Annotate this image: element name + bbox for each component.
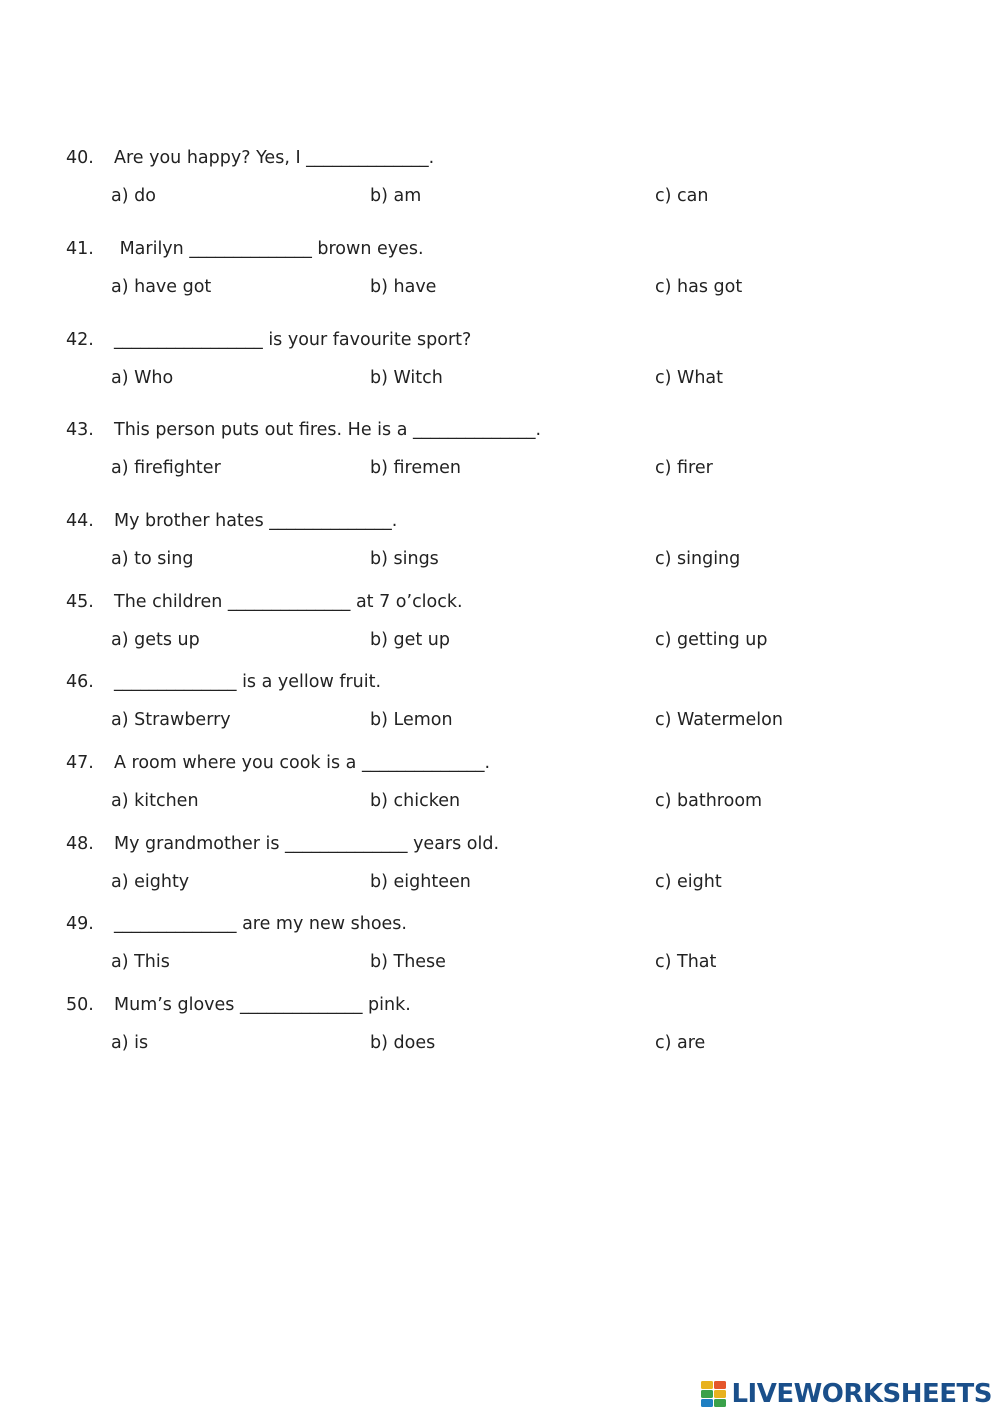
option-c[interactable]: c) That xyxy=(655,952,717,972)
question-text: _________________ is your favourite sport? xyxy=(114,330,472,350)
option-b[interactable]: b) am xyxy=(370,186,422,206)
question-number: 44. xyxy=(66,511,94,531)
option-c[interactable]: c) What xyxy=(655,368,723,388)
question-stem xyxy=(0,147,1000,169)
question-stem xyxy=(0,591,1000,613)
option-b[interactable]: b) These xyxy=(370,952,446,972)
option-c[interactable]: c) are xyxy=(655,1033,706,1053)
option-c[interactable]: c) firer xyxy=(655,458,713,478)
option-c[interactable]: c) bathroom xyxy=(655,791,763,811)
question-stem xyxy=(0,752,1000,774)
question-number: 50. xyxy=(66,995,94,1015)
option-b[interactable]: b) firemen xyxy=(370,458,462,478)
question-number: 41. xyxy=(66,239,94,259)
option-c[interactable]: c) singing xyxy=(655,549,741,569)
question-text: The children ______________ at 7 o’clock. xyxy=(114,592,463,612)
option-c[interactable]: c) has got xyxy=(655,277,743,297)
option-b[interactable]: b) chicken xyxy=(370,791,461,811)
option-c[interactable]: c) Watermelon xyxy=(655,710,783,730)
option-b[interactable]: b) Witch xyxy=(370,368,443,388)
question-number: 42. xyxy=(66,330,94,350)
option-a[interactable]: a) to sing xyxy=(111,549,194,569)
question-text: My brother hates ______________. xyxy=(114,511,398,531)
option-b[interactable]: b) does xyxy=(370,1033,436,1053)
question-stem xyxy=(0,419,1000,441)
question-stem xyxy=(0,913,1000,935)
question-number: 43. xyxy=(66,420,94,440)
question-stem xyxy=(0,671,1000,693)
question-number: 40. xyxy=(66,148,94,168)
option-a[interactable]: a) Strawberry xyxy=(111,710,231,730)
option-b[interactable]: b) sings xyxy=(370,549,439,569)
question-text: Marilyn ______________ brown eyes. xyxy=(114,239,424,259)
option-a[interactable]: a) kitchen xyxy=(111,791,199,811)
question-text: My grandmother is ______________ years old. xyxy=(114,834,500,854)
option-a[interactable]: a) do xyxy=(111,186,156,206)
question-text: A room where you cook is a ______________. xyxy=(114,753,491,773)
question-text: ______________ is a yellow fruit. xyxy=(114,672,382,692)
question-stem xyxy=(0,510,1000,532)
question-number: 46. xyxy=(66,672,94,692)
question-text: Are you happy? Yes, I ______________. xyxy=(114,148,435,168)
option-a[interactable]: a) eighty xyxy=(111,872,190,892)
option-a[interactable]: a) have got xyxy=(111,277,212,297)
question-stem xyxy=(0,833,1000,855)
question-number: 48. xyxy=(66,834,94,854)
option-b[interactable]: b) get up xyxy=(370,630,450,650)
option-a[interactable]: a) is xyxy=(111,1033,149,1053)
question-stem xyxy=(0,238,1000,260)
option-c[interactable]: c) eight xyxy=(655,872,722,892)
liveworksheets-logo xyxy=(700,1376,992,1412)
option-a[interactable]: a) This xyxy=(111,952,170,972)
option-b[interactable]: b) have xyxy=(370,277,437,297)
option-a[interactable]: a) gets up xyxy=(111,630,200,650)
question-stem xyxy=(0,329,1000,351)
logo-text: LIVEWORKSHEETS xyxy=(731,1379,992,1409)
option-c[interactable]: c) can xyxy=(655,186,709,206)
question-text: ______________ are my new shoes. xyxy=(114,914,407,934)
option-a[interactable]: a) firefighter xyxy=(111,458,221,478)
question-stem xyxy=(0,994,1000,1016)
option-b[interactable]: b) eighteen xyxy=(370,872,471,892)
question-text: This person puts out fires. He is a ______________. xyxy=(114,420,542,440)
question-number: 47. xyxy=(66,753,94,773)
question-text: Mum’s gloves ______________ pink. xyxy=(114,995,411,1015)
option-c[interactable]: c) getting up xyxy=(655,630,768,650)
option-a[interactable]: a) Who xyxy=(111,368,174,388)
question-number: 45. xyxy=(66,592,94,612)
liveworksheets-logo-icon xyxy=(700,1380,728,1408)
question-number: 49. xyxy=(66,914,94,934)
option-b[interactable]: b) Lemon xyxy=(370,710,453,730)
